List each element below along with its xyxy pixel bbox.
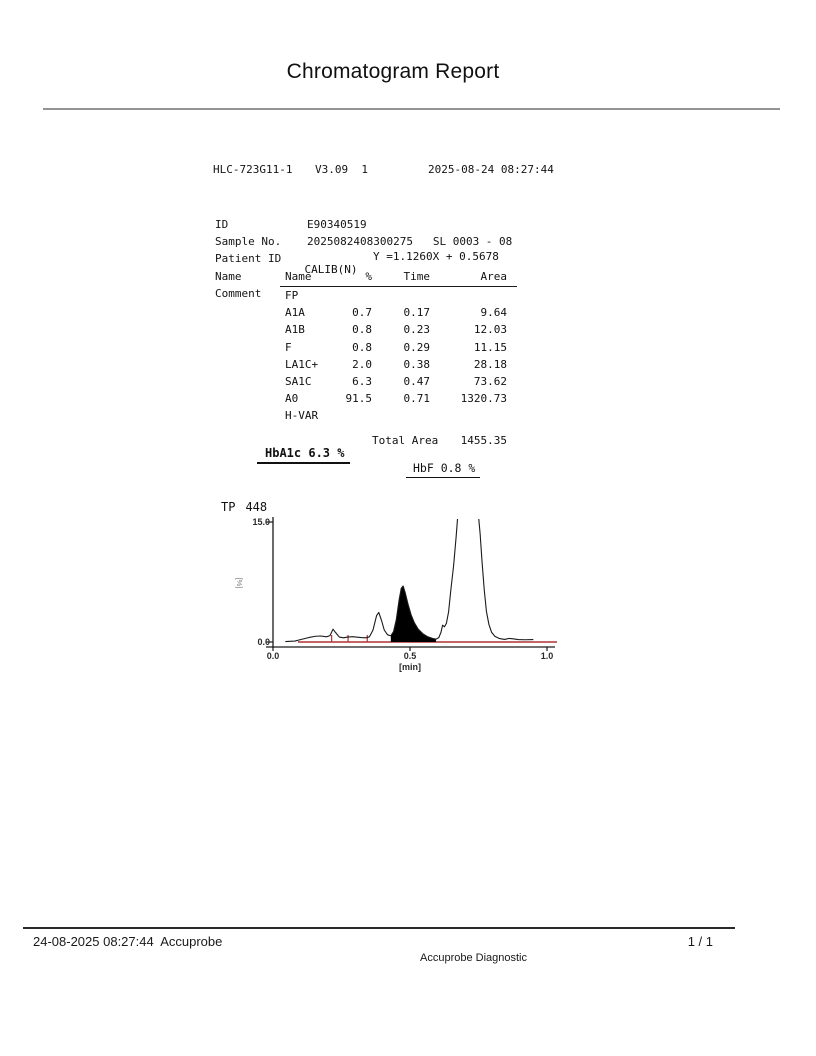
peak-time (372, 407, 430, 424)
peak-time: 0.38 (403, 357, 430, 371)
calib-equation: Y =1.1260X + 0.5678 (373, 250, 499, 263)
peak-time: 0.29 (403, 340, 430, 354)
field-label: ID (215, 218, 229, 232)
chromatogram-plot (220, 498, 580, 688)
peak-percent: 0.7 (352, 306, 372, 320)
peak-time (372, 287, 430, 304)
field-label: Sample No. (215, 235, 282, 249)
machine-field-row (213, 216, 554, 233)
calib-column-headers (280, 268, 517, 287)
peak-name: LA1C+ (285, 357, 319, 371)
y-tick-label: 0.0 (257, 637, 270, 647)
table-row (280, 287, 517, 304)
chromatogram-chart (220, 498, 580, 688)
machine-field-row (213, 233, 554, 250)
col-area: Area (480, 270, 507, 283)
peak-area: 9.64 (480, 306, 507, 320)
field-label: Comment (215, 286, 262, 300)
peak-percent: 0.8 (352, 340, 372, 354)
peak-area (430, 407, 507, 424)
peak-percent: 0.8 (352, 323, 372, 337)
footer-datetime-lab: 24-08-2025 08:27:44 Accuprobe (33, 934, 223, 949)
peak-time: 0.17 (403, 306, 430, 320)
hba1c-result: HbA1c 6.3 % (257, 446, 350, 464)
y-axis-label: [%] (235, 577, 244, 589)
calib-table (280, 268, 517, 449)
peak-time: 0.71 (403, 392, 430, 406)
page-title: Chromatogram Report (286, 60, 500, 83)
field-label: Name (215, 269, 242, 283)
peak-name: H-VAR (285, 409, 319, 423)
peak-area: 28.18 (473, 357, 507, 371)
total-area-value: 1455.35 (460, 433, 507, 447)
peak-area: 12.03 (473, 323, 507, 337)
x-tick-label: 0.5 (403, 651, 417, 661)
machine-version: V3.09 1 (315, 163, 368, 177)
machine-info-line (213, 161, 554, 178)
peak-name: A1A (285, 306, 305, 320)
peak-name: SA1C (285, 375, 312, 389)
peak-percent (330, 407, 372, 424)
peak-percent: 91.5 (345, 392, 372, 406)
peak-area: 73.62 (473, 375, 507, 389)
report-datetime: 2025-08-24 08:27:44 (428, 163, 554, 177)
table-row (280, 304, 517, 321)
x-tick-label: 0.0 (266, 651, 280, 661)
table-row (280, 390, 517, 407)
field-label: Patient ID (215, 252, 282, 266)
peak-percent: 2.0 (352, 357, 372, 371)
hbf-result: HbF 0.8 % (406, 461, 480, 478)
peak-percent (330, 287, 372, 304)
table-row (280, 373, 517, 390)
x-axis-label: [min] (399, 662, 421, 672)
col-name: Name (285, 270, 312, 283)
machine-model: HLC-723G11-1 (213, 163, 293, 177)
peak-area: 1320.73 (460, 392, 507, 406)
field-value: 2025082408300275 SL 0003 - 08 (307, 235, 513, 249)
table-row (280, 339, 517, 356)
peak-name: A1B (285, 323, 305, 337)
peak-time: 0.47 (403, 375, 430, 389)
calib-rows (280, 287, 517, 425)
peak-percent: 6.3 (352, 375, 372, 389)
peak-time: 0.23 (403, 323, 430, 337)
tp-label: TP (221, 500, 236, 514)
col-time: Time (403, 270, 430, 283)
peak-name: A0 (285, 392, 299, 406)
peak-area: 11.15 (473, 340, 507, 354)
footer-lab-name: Accuprobe Diagnostic (420, 952, 528, 964)
col-percent: % (365, 270, 372, 283)
table-row (280, 407, 517, 424)
y-tick-label: 15.0 (252, 517, 270, 527)
table-row (280, 356, 517, 373)
peak-name: FP (285, 289, 299, 302)
title-divider (43, 108, 780, 110)
total-area-label: Total Area (372, 433, 439, 447)
x-tick-label: 1.0 (540, 651, 554, 661)
tp-value: 448 (245, 500, 268, 514)
calib-title: CALIB(N) (304, 263, 358, 276)
footer-divider (23, 927, 735, 929)
page-number: 1 / 1 (687, 934, 713, 949)
field-value: E90340519 (307, 218, 367, 232)
table-row (280, 321, 517, 338)
peak-name: F (285, 340, 292, 354)
peak-area (430, 287, 507, 304)
